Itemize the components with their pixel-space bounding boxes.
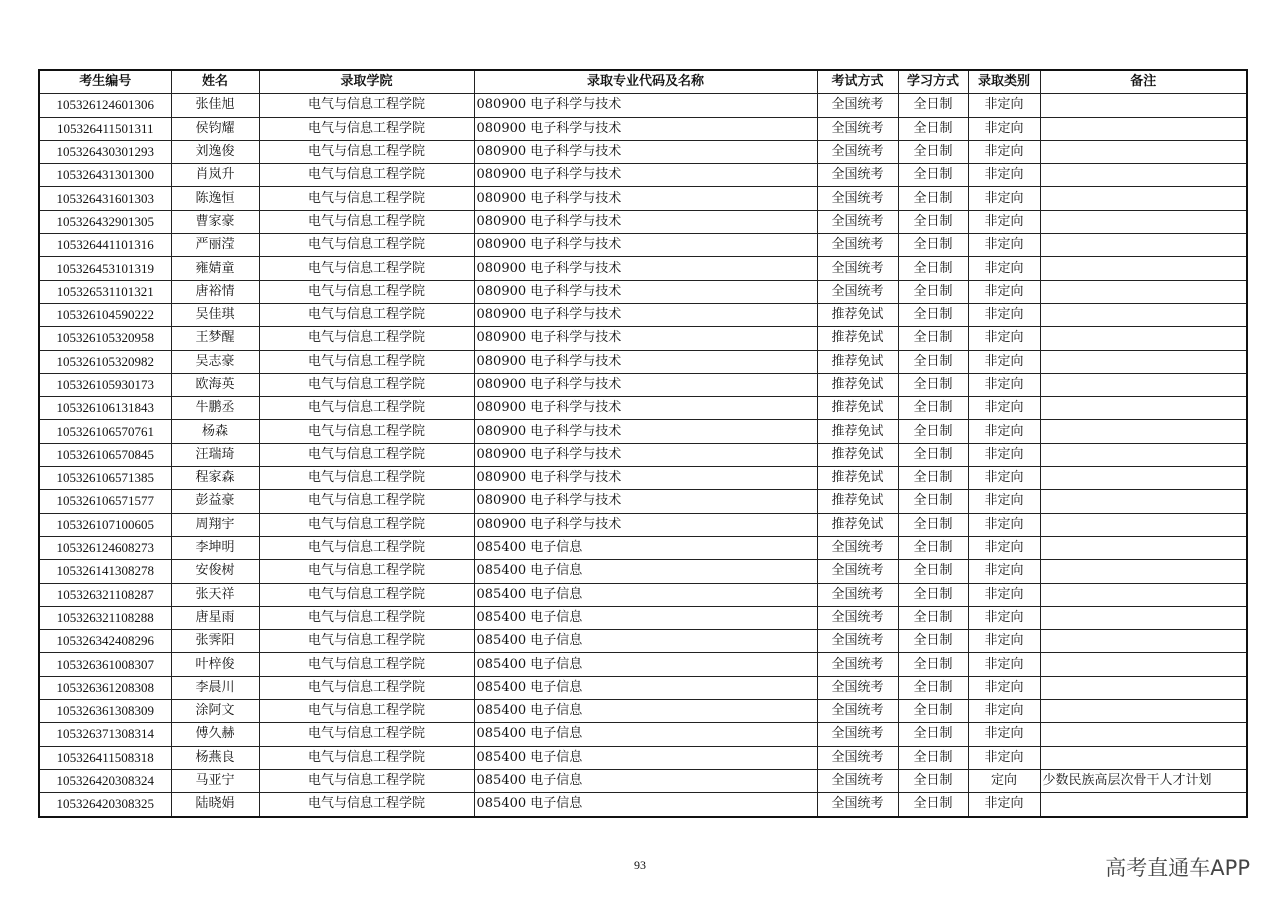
major-cell: 080900 电子科学与技术: [474, 117, 817, 140]
name-cell: 刘逸俊: [171, 140, 259, 163]
school-cell: 电气与信息工程学院: [259, 94, 474, 117]
school-cell: 电气与信息工程学院: [259, 700, 474, 723]
major-cell: 080900 电子科学与技术: [474, 443, 817, 466]
candidate-id-cell: 105326342408296: [39, 630, 171, 653]
exam-method-cell: 全国统考: [817, 117, 898, 140]
admission-type-cell: 非定向: [968, 676, 1040, 699]
header-study-mode: 学习方式: [898, 70, 968, 94]
candidate-id-cell: 105326420308324: [39, 769, 171, 792]
table-row: [39, 583, 1247, 606]
remarks-cell: [1040, 94, 1247, 117]
study-mode-cell: 全日制: [898, 700, 968, 723]
remarks-cell: [1040, 187, 1247, 210]
major-cell: 080900 电子科学与技术: [474, 94, 817, 117]
name-cell: 程家森: [171, 467, 259, 490]
header-admission-type: 录取类别: [968, 70, 1040, 94]
school-cell: 电气与信息工程学院: [259, 606, 474, 629]
table-row: [39, 164, 1247, 187]
candidate-id-cell: 105326106570761: [39, 420, 171, 443]
exam-method-cell: 推荐免试: [817, 513, 898, 536]
major-cell: 085400 电子信息: [474, 536, 817, 559]
name-cell: 周翔宇: [171, 513, 259, 536]
school-cell: 电气与信息工程学院: [259, 793, 474, 817]
exam-method-cell: 全国统考: [817, 164, 898, 187]
major-cell: 085400 电子信息: [474, 769, 817, 792]
table-row: [39, 723, 1247, 746]
exam-method-cell: 全国统考: [817, 700, 898, 723]
major-cell: 085400 电子信息: [474, 653, 817, 676]
exam-method-cell: 推荐免试: [817, 327, 898, 350]
remarks-cell: [1040, 257, 1247, 280]
name-cell: 欧海英: [171, 373, 259, 396]
study-mode-cell: 全日制: [898, 746, 968, 769]
remarks-cell: [1040, 467, 1247, 490]
admission-type-cell: 非定向: [968, 164, 1040, 187]
study-mode-cell: 全日制: [898, 490, 968, 513]
admission-type-cell: 定向: [968, 769, 1040, 792]
exam-method-cell: 全国统考: [817, 560, 898, 583]
major-cell: 080900 电子科学与技术: [474, 350, 817, 373]
name-cell: 李坤明: [171, 536, 259, 559]
study-mode-cell: 全日制: [898, 303, 968, 326]
major-cell: 080900 电子科学与技术: [474, 234, 817, 257]
name-cell: 马亚宁: [171, 769, 259, 792]
table-row: [39, 94, 1247, 117]
table-row: [39, 420, 1247, 443]
school-cell: 电气与信息工程学院: [259, 490, 474, 513]
study-mode-cell: 全日制: [898, 94, 968, 117]
exam-method-cell: 全国统考: [817, 606, 898, 629]
candidate-id-cell: 105326361008307: [39, 653, 171, 676]
major-cell: 080900 电子科学与技术: [474, 420, 817, 443]
name-cell: 唐裕情: [171, 280, 259, 303]
exam-method-cell: 推荐免试: [817, 350, 898, 373]
school-cell: 电气与信息工程学院: [259, 234, 474, 257]
table-row: [39, 630, 1247, 653]
study-mode-cell: 全日制: [898, 513, 968, 536]
study-mode-cell: 全日制: [898, 630, 968, 653]
admission-type-cell: 非定向: [968, 583, 1040, 606]
remarks-cell: [1040, 653, 1247, 676]
major-cell: 080900 电子科学与技术: [474, 467, 817, 490]
major-cell: 080900 电子科学与技术: [474, 397, 817, 420]
header-candidate-id: 考生编号: [39, 70, 171, 94]
name-cell: 张霁阳: [171, 630, 259, 653]
table-row: [39, 117, 1247, 140]
name-cell: 张佳旭: [171, 94, 259, 117]
exam-method-cell: 全国统考: [817, 187, 898, 210]
name-cell: 杨燕良: [171, 746, 259, 769]
name-cell: 侯钧耀: [171, 117, 259, 140]
study-mode-cell: 全日制: [898, 793, 968, 817]
name-cell: 傅久赫: [171, 723, 259, 746]
table-row: [39, 513, 1247, 536]
school-cell: 电气与信息工程学院: [259, 140, 474, 163]
exam-method-cell: 全国统考: [817, 280, 898, 303]
study-mode-cell: 全日制: [898, 769, 968, 792]
table-row: [39, 700, 1247, 723]
admission-type-cell: 非定向: [968, 373, 1040, 396]
name-cell: 杨森: [171, 420, 259, 443]
study-mode-cell: 全日制: [898, 443, 968, 466]
admission-type-cell: 非定向: [968, 117, 1040, 140]
remarks-cell: [1040, 700, 1247, 723]
study-mode-cell: 全日制: [898, 280, 968, 303]
major-cell: 080900 电子科学与技术: [474, 187, 817, 210]
exam-method-cell: 推荐免试: [817, 443, 898, 466]
table-row: [39, 490, 1247, 513]
admission-type-cell: 非定向: [968, 397, 1040, 420]
table-row: [39, 397, 1247, 420]
name-cell: 张天祥: [171, 583, 259, 606]
admission-type-cell: 非定向: [968, 793, 1040, 817]
admission-type-cell: 非定向: [968, 210, 1040, 233]
admission-type-cell: 非定向: [968, 630, 1040, 653]
name-cell: 牛鹏丞: [171, 397, 259, 420]
exam-method-cell: 全国统考: [817, 769, 898, 792]
major-cell: 085400 电子信息: [474, 723, 817, 746]
name-cell: 叶梓俊: [171, 653, 259, 676]
table-row: [39, 467, 1247, 490]
study-mode-cell: 全日制: [898, 653, 968, 676]
major-cell: 085400 电子信息: [474, 793, 817, 817]
major-cell: 080900 电子科学与技术: [474, 303, 817, 326]
remarks-cell: [1040, 327, 1247, 350]
exam-method-cell: 全国统考: [817, 746, 898, 769]
name-cell: 吴佳琪: [171, 303, 259, 326]
exam-method-cell: 全国统考: [817, 536, 898, 559]
candidate-id-cell: 105326106571577: [39, 490, 171, 513]
candidate-id-cell: 105326411501311: [39, 117, 171, 140]
admission-type-cell: 非定向: [968, 653, 1040, 676]
school-cell: 电气与信息工程学院: [259, 513, 474, 536]
major-cell: 080900 电子科学与技术: [474, 210, 817, 233]
study-mode-cell: 全日制: [898, 467, 968, 490]
name-cell: 涂阿文: [171, 700, 259, 723]
admission-type-cell: 非定向: [968, 606, 1040, 629]
admission-type-cell: 非定向: [968, 420, 1040, 443]
table-row: [39, 653, 1247, 676]
name-cell: 李晨川: [171, 676, 259, 699]
major-cell: 080900 电子科学与技术: [474, 513, 817, 536]
major-cell: 085400 电子信息: [474, 676, 817, 699]
candidate-id-cell: 105326531101321: [39, 280, 171, 303]
remarks-cell: [1040, 746, 1247, 769]
exam-method-cell: 推荐免试: [817, 397, 898, 420]
remarks-cell: [1040, 164, 1247, 187]
candidate-id-cell: 105326420308325: [39, 793, 171, 817]
admission-type-cell: 非定向: [968, 536, 1040, 559]
study-mode-cell: 全日制: [898, 583, 968, 606]
remarks-cell: [1040, 210, 1247, 233]
admission-type-cell: 非定向: [968, 94, 1040, 117]
major-cell: 080900 电子科学与技术: [474, 257, 817, 280]
candidate-id-cell: 105326104590222: [39, 303, 171, 326]
candidate-id-cell: 105326106131843: [39, 397, 171, 420]
name-cell: 严丽滢: [171, 234, 259, 257]
exam-method-cell: 推荐免试: [817, 373, 898, 396]
school-cell: 电气与信息工程学院: [259, 769, 474, 792]
remarks-cell: [1040, 117, 1247, 140]
page-number: 93: [634, 858, 646, 872]
admission-type-cell: 非定向: [968, 513, 1040, 536]
school-cell: 电气与信息工程学院: [259, 280, 474, 303]
school-cell: 电气与信息工程学院: [259, 397, 474, 420]
admission-type-cell: 非定向: [968, 187, 1040, 210]
admission-type-cell: 非定向: [968, 327, 1040, 350]
remarks-cell: [1040, 606, 1247, 629]
study-mode-cell: 全日制: [898, 117, 968, 140]
major-cell: 085400 电子信息: [474, 630, 817, 653]
table-row: [39, 210, 1247, 233]
major-cell: 085400 电子信息: [474, 700, 817, 723]
admission-table: [38, 69, 1248, 818]
admission-type-cell: 非定向: [968, 234, 1040, 257]
candidate-id-cell: 105326411508318: [39, 746, 171, 769]
table-row: [39, 187, 1247, 210]
remarks-cell: [1040, 583, 1247, 606]
exam-method-cell: 推荐免试: [817, 303, 898, 326]
exam-method-cell: 全国统考: [817, 676, 898, 699]
major-cell: 085400 电子信息: [474, 746, 817, 769]
remarks-cell: [1040, 513, 1247, 536]
major-cell: 080900 电子科学与技术: [474, 327, 817, 350]
school-cell: 电气与信息工程学院: [259, 746, 474, 769]
header-major: 录取专业代码及名称: [474, 70, 817, 94]
major-cell: 085400 电子信息: [474, 583, 817, 606]
school-cell: 电气与信息工程学院: [259, 443, 474, 466]
header-school: 录取学院: [259, 70, 474, 94]
exam-method-cell: 推荐免试: [817, 490, 898, 513]
admission-type-cell: 非定向: [968, 700, 1040, 723]
major-cell: 085400 电子信息: [474, 560, 817, 583]
remarks-cell: [1040, 793, 1247, 817]
name-cell: 王梦醒: [171, 327, 259, 350]
remarks-cell: [1040, 443, 1247, 466]
school-cell: 电气与信息工程学院: [259, 583, 474, 606]
major-cell: 080900 电子科学与技术: [474, 164, 817, 187]
school-cell: 电气与信息工程学院: [259, 117, 474, 140]
name-cell: 汪瑞琦: [171, 443, 259, 466]
candidate-id-cell: 105326431601303: [39, 187, 171, 210]
candidate-id-cell: 105326430301293: [39, 140, 171, 163]
table-row: [39, 606, 1247, 629]
exam-method-cell: 全国统考: [817, 793, 898, 817]
candidate-id-cell: 105326124601306: [39, 94, 171, 117]
candidate-id-cell: 105326361208308: [39, 676, 171, 699]
candidate-id-cell: 105326432901305: [39, 210, 171, 233]
exam-method-cell: 全国统考: [817, 234, 898, 257]
table-row: [39, 536, 1247, 559]
name-cell: 肖岚升: [171, 164, 259, 187]
exam-method-cell: 全国统考: [817, 630, 898, 653]
admission-type-cell: 非定向: [968, 746, 1040, 769]
remarks-cell: [1040, 397, 1247, 420]
remarks-cell: [1040, 676, 1247, 699]
study-mode-cell: 全日制: [898, 140, 968, 163]
remarks-cell: [1040, 490, 1247, 513]
study-mode-cell: 全日制: [898, 187, 968, 210]
table-row: [39, 769, 1247, 792]
table-row: [39, 257, 1247, 280]
exam-method-cell: 全国统考: [817, 257, 898, 280]
admission-type-cell: 非定向: [968, 350, 1040, 373]
remarks-cell: [1040, 350, 1247, 373]
school-cell: 电气与信息工程学院: [259, 327, 474, 350]
study-mode-cell: 全日制: [898, 257, 968, 280]
table-row: [39, 327, 1247, 350]
study-mode-cell: 全日制: [898, 560, 968, 583]
name-cell: 安俊树: [171, 560, 259, 583]
table-row: [39, 373, 1247, 396]
school-cell: 电气与信息工程学院: [259, 187, 474, 210]
candidate-id-cell: 105326321108288: [39, 606, 171, 629]
remarks-cell: [1040, 420, 1247, 443]
study-mode-cell: 全日制: [898, 723, 968, 746]
study-mode-cell: 全日制: [898, 536, 968, 559]
candidate-id-cell: 105326107100605: [39, 513, 171, 536]
admission-type-cell: 非定向: [968, 490, 1040, 513]
study-mode-cell: 全日制: [898, 606, 968, 629]
exam-method-cell: 全国统考: [817, 653, 898, 676]
name-cell: 彭益豪: [171, 490, 259, 513]
exam-method-cell: 全国统考: [817, 210, 898, 233]
remarks-cell: [1040, 630, 1247, 653]
school-cell: 电气与信息工程学院: [259, 210, 474, 233]
study-mode-cell: 全日制: [898, 676, 968, 699]
school-cell: 电气与信息工程学院: [259, 560, 474, 583]
watermark: 高考直通车APP: [1105, 856, 1250, 880]
study-mode-cell: 全日制: [898, 210, 968, 233]
admission-type-cell: 非定向: [968, 303, 1040, 326]
admission-type-cell: 非定向: [968, 443, 1040, 466]
study-mode-cell: 全日制: [898, 234, 968, 257]
remarks-cell: [1040, 373, 1247, 396]
candidate-id-cell: 105326431301300: [39, 164, 171, 187]
major-cell: 080900 电子科学与技术: [474, 280, 817, 303]
admission-type-cell: 非定向: [968, 140, 1040, 163]
remarks-cell: [1040, 280, 1247, 303]
school-cell: 电气与信息工程学院: [259, 653, 474, 676]
candidate-id-cell: 105326321108287: [39, 583, 171, 606]
exam-method-cell: 全国统考: [817, 94, 898, 117]
candidate-id-cell: 105326141308278: [39, 560, 171, 583]
school-cell: 电气与信息工程学院: [259, 467, 474, 490]
candidate-id-cell: 105326453101319: [39, 257, 171, 280]
header-name: 姓名: [171, 70, 259, 94]
study-mode-cell: 全日制: [898, 397, 968, 420]
header-remarks: 备注: [1040, 70, 1247, 94]
table-row: [39, 140, 1247, 163]
school-cell: 电气与信息工程学院: [259, 536, 474, 559]
table-row: [39, 676, 1247, 699]
table-row: [39, 746, 1247, 769]
name-cell: 唐星雨: [171, 606, 259, 629]
study-mode-cell: 全日制: [898, 164, 968, 187]
table-row: [39, 560, 1247, 583]
school-cell: 电气与信息工程学院: [259, 676, 474, 699]
major-cell: 080900 电子科学与技术: [474, 490, 817, 513]
name-cell: 曹家豪: [171, 210, 259, 233]
table-row: [39, 234, 1247, 257]
school-cell: 电气与信息工程学院: [259, 630, 474, 653]
exam-method-cell: 推荐免试: [817, 420, 898, 443]
table-row: [39, 443, 1247, 466]
remarks-cell: [1040, 560, 1247, 583]
school-cell: 电气与信息工程学院: [259, 257, 474, 280]
admission-type-cell: 非定向: [968, 723, 1040, 746]
school-cell: 电气与信息工程学院: [259, 164, 474, 187]
admission-type-cell: 非定向: [968, 280, 1040, 303]
candidate-id-cell: 105326441101316: [39, 234, 171, 257]
remarks-cell: [1040, 234, 1247, 257]
candidate-id-cell: 105326106570845: [39, 443, 171, 466]
table-row: [39, 280, 1247, 303]
remarks-cell: 少数民族高层次骨干人才计划: [1040, 769, 1247, 792]
study-mode-cell: 全日制: [898, 327, 968, 350]
remarks-cell: [1040, 140, 1247, 163]
school-cell: 电气与信息工程学院: [259, 420, 474, 443]
candidate-id-cell: 105326106571385: [39, 467, 171, 490]
name-cell: 雍婧童: [171, 257, 259, 280]
candidate-id-cell: 105326124608273: [39, 536, 171, 559]
school-cell: 电气与信息工程学院: [259, 350, 474, 373]
exam-method-cell: 全国统考: [817, 140, 898, 163]
candidate-id-cell: 105326105320982: [39, 350, 171, 373]
table-header-row: [39, 70, 1247, 94]
exam-method-cell: 全国统考: [817, 723, 898, 746]
remarks-cell: [1040, 536, 1247, 559]
exam-method-cell: 推荐免试: [817, 467, 898, 490]
school-cell: 电气与信息工程学院: [259, 303, 474, 326]
name-cell: 吴志豪: [171, 350, 259, 373]
admission-type-cell: 非定向: [968, 257, 1040, 280]
remarks-cell: [1040, 723, 1247, 746]
major-cell: 080900 电子科学与技术: [474, 373, 817, 396]
candidate-id-cell: 105326105320958: [39, 327, 171, 350]
admission-type-cell: 非定向: [968, 467, 1040, 490]
table-row: [39, 350, 1247, 373]
table-row: [39, 793, 1247, 817]
remarks-cell: [1040, 303, 1247, 326]
candidate-id-cell: 105326361308309: [39, 700, 171, 723]
name-cell: 陆晓娟: [171, 793, 259, 817]
candidate-id-cell: 105326371308314: [39, 723, 171, 746]
table-row: [39, 303, 1247, 326]
study-mode-cell: 全日制: [898, 373, 968, 396]
school-cell: 电气与信息工程学院: [259, 723, 474, 746]
exam-method-cell: 全国统考: [817, 583, 898, 606]
study-mode-cell: 全日制: [898, 350, 968, 373]
name-cell: 陈逸恒: [171, 187, 259, 210]
header-exam-method: 考试方式: [817, 70, 898, 94]
admission-type-cell: 非定向: [968, 560, 1040, 583]
candidate-id-cell: 105326105930173: [39, 373, 171, 396]
major-cell: 085400 电子信息: [474, 606, 817, 629]
study-mode-cell: 全日制: [898, 420, 968, 443]
school-cell: 电气与信息工程学院: [259, 373, 474, 396]
major-cell: 080900 电子科学与技术: [474, 140, 817, 163]
